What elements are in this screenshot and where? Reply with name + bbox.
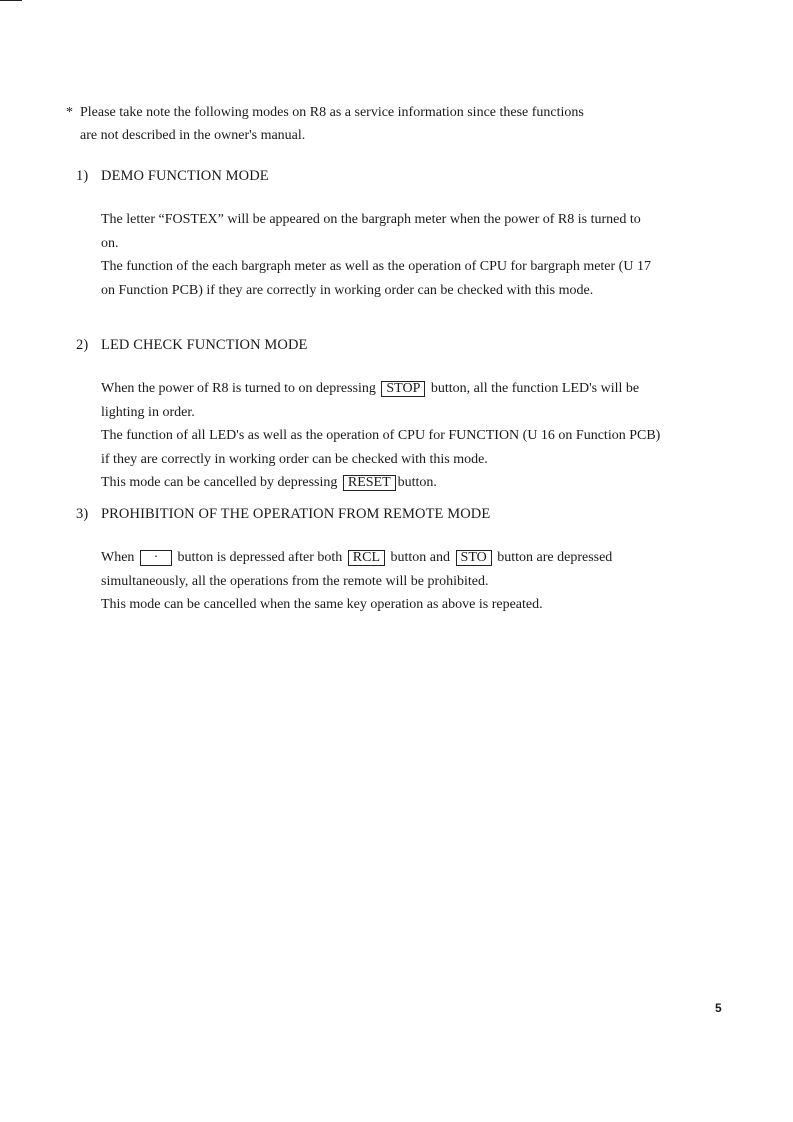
section-2-paragraph-1 (101, 377, 661, 424)
dot-key-label: · (140, 550, 172, 566)
section-2-p1-pre: When the power of R8 is turned to on depressing (101, 381, 376, 396)
section-3-p1-d: button are depressed simultaneously, all the operations from the remote will be prohibited. (101, 550, 613, 589)
section-1-number: 1) (76, 168, 89, 184)
section-1-heading (76, 168, 269, 185)
section-2-heading (76, 337, 308, 354)
section-2-title: LED CHECK FUNCTION MODE (101, 337, 308, 353)
section-1-title: DEMO FUNCTION MODE (101, 168, 269, 184)
section-1-body (101, 208, 661, 302)
section-2-body (101, 377, 661, 495)
section-2-p3-post: button. (397, 475, 437, 490)
section-2-paragraph-3 (101, 471, 661, 495)
reset-key-label: RESET (343, 475, 396, 491)
sto-key-label: STO (456, 550, 492, 566)
section-3-body (101, 546, 661, 617)
section-3-p1-b: button is depressed after both (177, 550, 343, 565)
section-3-heading (76, 506, 490, 523)
intro-line-1: Please take note the following modes on R8 as a service information since these functions (80, 105, 584, 120)
section-3-title: PROHIBITION OF THE OPERATION FROM REMOTE MODE (101, 506, 491, 522)
page-number: 5 (715, 1001, 722, 1015)
section-3-p1-c: button and (390, 550, 451, 565)
section-2-p1-post: button, all the function LED's will be lighting in order. (101, 381, 640, 420)
asterisk-bullet: * (66, 105, 73, 120)
section-3-number: 3) (76, 506, 89, 522)
section-3-paragraph-1 (101, 546, 661, 593)
intro-note (66, 101, 666, 147)
rcl-key-label: RCL (348, 550, 385, 566)
section-1-paragraph-2: The function of the each bargraph meter as well as the operation of CPU for bargraph meter (U 17 on Function PCB) if they are correctly in working order can be checked with this mode. (101, 259, 651, 298)
stop-key-label: STOP (381, 381, 425, 397)
section-3-paragraph-2: This mode can be cancelled when the same key operation as above is repeated. (101, 597, 543, 612)
section-2-paragraph-2: The function of all LED's as well as the operation of CPU for FUNCTION (U 16 on Function PCB) if they are correctly in working order can be checked with this mode. (101, 428, 661, 467)
intro-line-2: are not described in the owner's manual. (80, 128, 306, 143)
corner-mark (0, 0, 22, 1)
section-3-p1-a: When (101, 550, 135, 565)
section-2-number: 2) (76, 337, 89, 353)
section-2-p3-pre: This mode can be cancelled by depressing (101, 475, 338, 490)
section-1-paragraph-1: The letter “FOSTEX” will be appeared on the bargraph meter when the power of R8 is turned to on. (101, 212, 641, 251)
